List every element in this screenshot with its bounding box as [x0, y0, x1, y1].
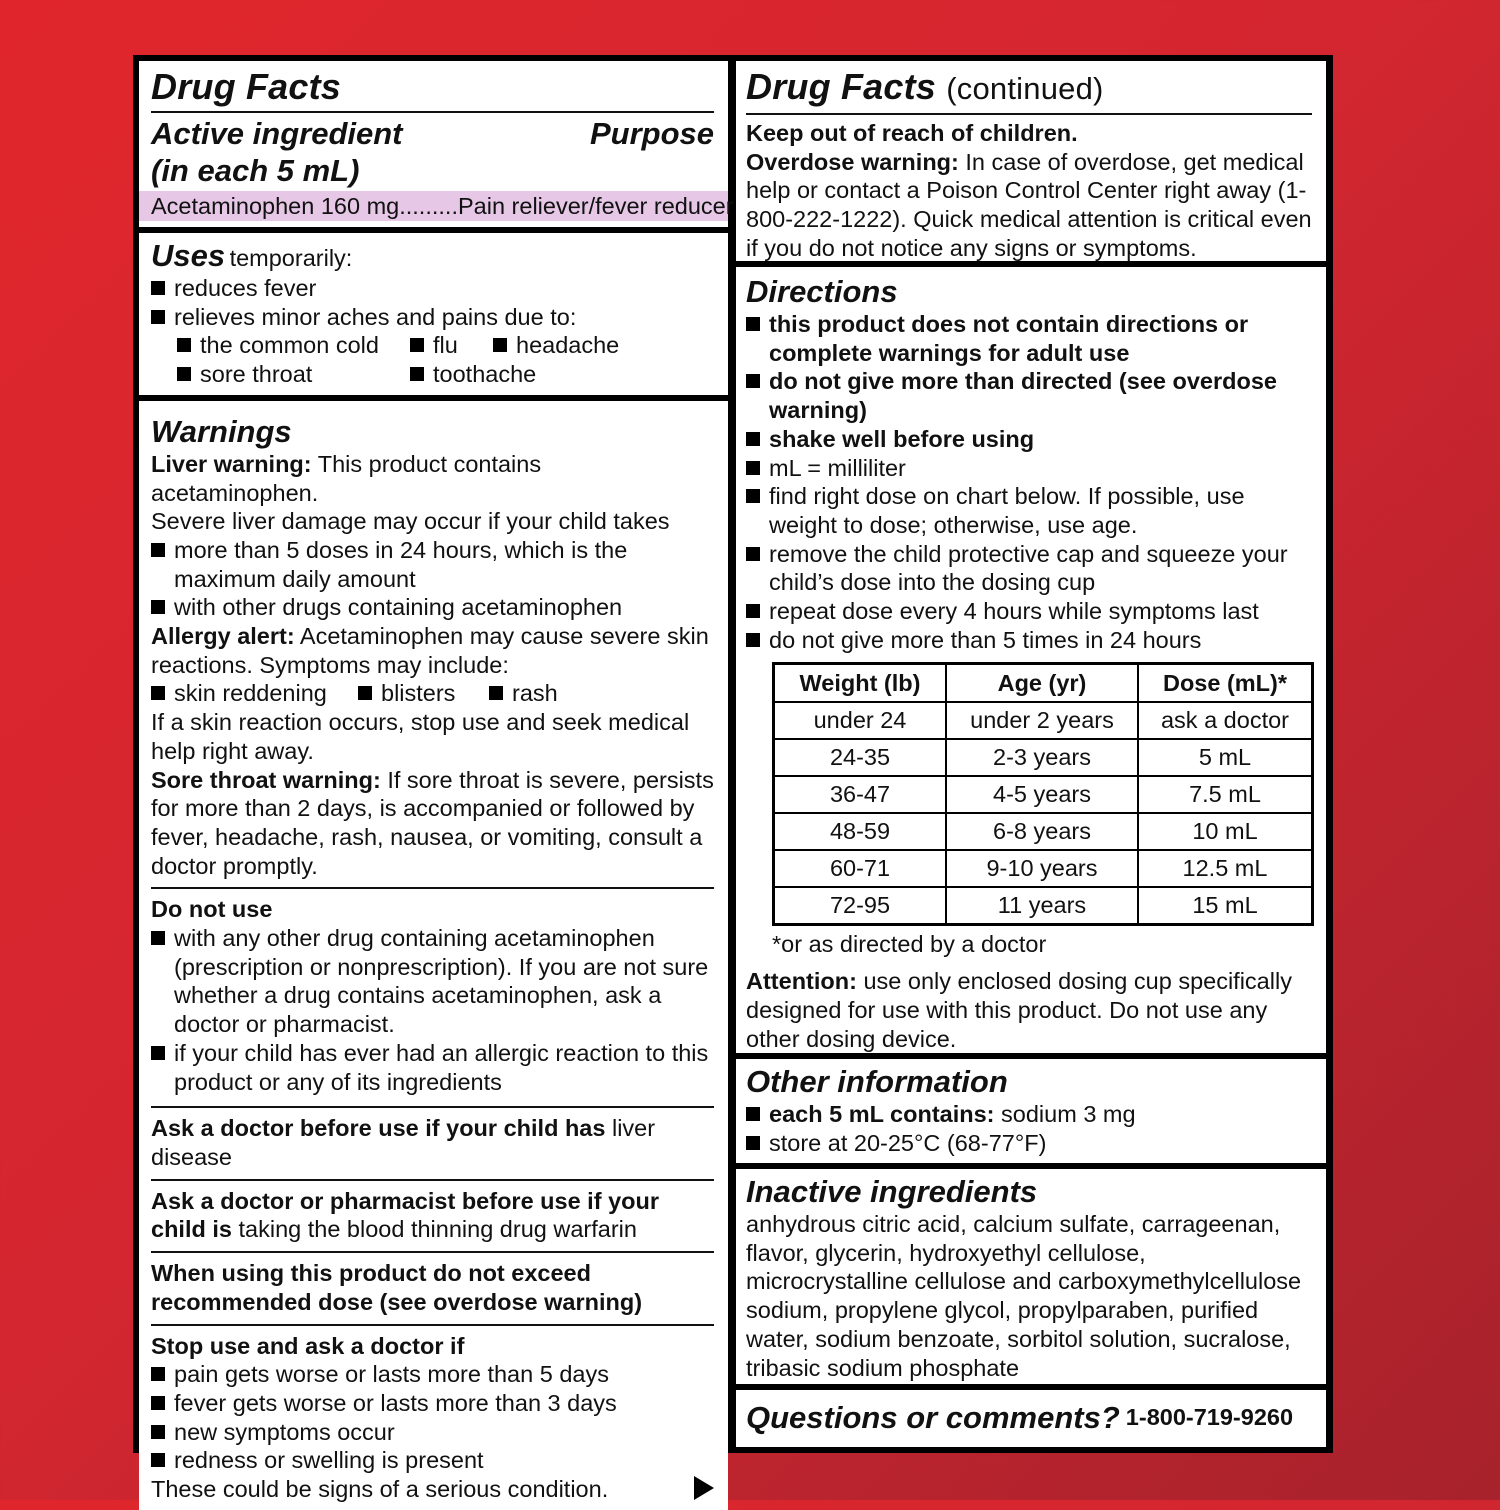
active-ingredient-subheading: (in each 5 mL)	[151, 153, 360, 188]
list-item: with any other drug containing acetaminophen (prescription or nonprescription). If you are not sure whether a drug contains acetaminophen, ask a doctor or pharmacist.	[151, 924, 714, 1039]
drug-facts-left-column	[139, 61, 734, 1503]
list-item: each 5 mL contains: sodium 3 mg	[746, 1100, 1312, 1129]
uses-box	[139, 233, 728, 395]
when-using: When using this product do not exceed recommended dose (see overdose warning)	[151, 1260, 643, 1315]
list-item: shake well before using	[746, 425, 1312, 454]
list-item: redness or swelling is present	[151, 1446, 714, 1475]
list-item: repeat dose every 4 hours while symptoms last	[746, 597, 1312, 626]
table-row: 36-47 4-5 years 7.5 mL	[774, 776, 1313, 813]
continue-arrow-icon	[694, 1476, 714, 1500]
table-header: Weight (lb)	[774, 664, 947, 703]
table-header: Age (yr)	[946, 664, 1138, 703]
table-row: under 24 under 2 years ask a doctor	[774, 702, 1313, 739]
drug-facts-continued-title: Drug Facts (continued)	[746, 65, 1312, 115]
list-item: more than 5 doses in 24 hours, which is the maximum daily amount	[151, 536, 714, 593]
drug-facts-right-column	[736, 61, 1326, 1447]
purpose-heading: Purpose	[589, 116, 714, 151]
table-header: Dose (mL)*	[1138, 664, 1313, 703]
stop-use-heading: Stop use and ask a doctor if	[151, 1332, 465, 1359]
list-item: new symptoms occur	[151, 1418, 714, 1447]
warnings-heading: Warnings	[151, 413, 292, 449]
list-item: find right dose on chart below. If possible, use weight to dose; otherwise, use age.	[746, 482, 1312, 539]
allergy-alert: Allergy alert: Acetaminophen may cause severe skin reactions. Symptoms may include:	[151, 623, 709, 678]
drug-facts-title: Drug Facts	[151, 65, 714, 113]
uses-heading: Uses	[151, 238, 226, 273]
inactive-ingredients-heading: Inactive ingredients	[746, 1174, 1038, 1209]
uses-sub-row-1: the common cold flu headache	[151, 331, 714, 360]
list-item: remove the child protective cap and squeeze your child’s dose into the dosing cup	[746, 540, 1312, 597]
list-item: do not give more than 5 times in 24 hours	[746, 626, 1312, 655]
keep-out-of-reach: Keep out of reach of children.	[746, 120, 1078, 146]
active-ingredient-box	[139, 61, 734, 227]
ask-pharmacist: Ask a doctor or pharmacist before use if your child is taking the blood thinning drug warfarin	[151, 1187, 659, 1243]
directions-heading: Directions	[746, 274, 898, 309]
active-ingredient-row: Acetaminophen 160 mg.........Pain reliever/fever reducer	[139, 191, 728, 221]
sore-throat-warning: Sore throat warning: If sore throat is severe, persists for more than 2 days, is accompanied or followed by fever, headache, rash, nausea, or vomiting, consult a doctor promptly.	[151, 766, 714, 879]
uses-intro: temporarily:	[229, 245, 353, 271]
questions-phone: 1-800-719-9260	[1125, 1404, 1294, 1431]
questions-label: Questions or comments?	[746, 1400, 1120, 1435]
table-row: 48-59 6-8 years 10 mL	[774, 813, 1313, 850]
dosing-table	[772, 662, 1314, 926]
list-item: relieves minor aches and pains due to:	[151, 303, 714, 332]
liver-warning: Liver warning: This product contains acetaminophen.	[151, 450, 542, 506]
table-row: 60-71 9-10 years 12.5 mL	[774, 850, 1313, 887]
stop-use-after: These could be signs of a serious condition.	[151, 1476, 609, 1503]
list-item: this product does not contain directions or complete warnings for adult use	[746, 310, 1312, 367]
overdose-warning: Overdose warning: In case of overdose, get medical help or contact a Poison Control Center right away (1-800-222-1222). Quick medical attention is critical even if you do not notice any signs or symptoms.	[746, 148, 1312, 261]
keep-out-box	[736, 61, 1326, 261]
do-not-use-heading: Do not use	[151, 896, 273, 923]
dose-footnote: *or as directed by a doctor	[772, 931, 1047, 958]
list-item: mL = milliliter	[746, 454, 1312, 483]
list-item: with other drugs containing acetaminophen	[151, 593, 714, 622]
drug-facts-panel	[133, 55, 1333, 1503]
attention-note: Attention: use only enclosed dosing cup specifically designed for use with this product. Do not use any other dosing device.	[746, 968, 1292, 1052]
other-information-heading: Other information	[746, 1064, 1008, 1099]
allergy-items: skin reddening blisters rash	[151, 679, 714, 708]
list-item: store at 20-25°C (68-77°F)	[746, 1129, 1312, 1158]
uses-sub-row-2: sore throat toothache	[151, 360, 714, 389]
list-item: fever gets worse or lasts more than 3 days	[151, 1389, 714, 1418]
allergy-after: If a skin reaction occurs, stop use and seek medical help right away.	[151, 709, 690, 764]
warnings-box	[139, 401, 728, 1510]
directions-box	[736, 267, 1326, 1053]
list-item: if your child has ever had an allergic reaction to this product or any of its ingredients	[151, 1039, 714, 1096]
list-item: do not give more than directed (see overdose warning)	[746, 367, 1312, 424]
liver-warning-text: Severe liver damage may occur if your child takes	[151, 508, 670, 535]
table-header-row	[774, 664, 1313, 703]
table-row: 24-35 2-3 years 5 mL	[774, 739, 1313, 776]
ask-doctor: Ask a doctor before use if your child has liver disease	[151, 1115, 656, 1170]
inactive-ingredients-box	[736, 1169, 1326, 1384]
list-item: reduces fever	[151, 274, 714, 303]
table-row: 72-95 11 years 15 mL	[774, 887, 1313, 925]
inactive-ingredients-text: anhydrous citric acid, calcium sulfate, carrageenan, flavor, glycerin, hydroxyethyl cellulose, microcrystalline cellulose and carboxymethylcellulose sodium, propylene glycol, propylparaben, purified water, sodium benzoate, sorbitol solution, sucralose, tribasic sodium phosphate	[746, 1211, 1302, 1381]
other-information-box	[736, 1059, 1326, 1163]
list-item: pain gets worse or lasts more than 5 days	[151, 1360, 714, 1389]
questions-box	[736, 1390, 1326, 1447]
active-ingredient-heading: Active ingredient	[151, 116, 403, 151]
